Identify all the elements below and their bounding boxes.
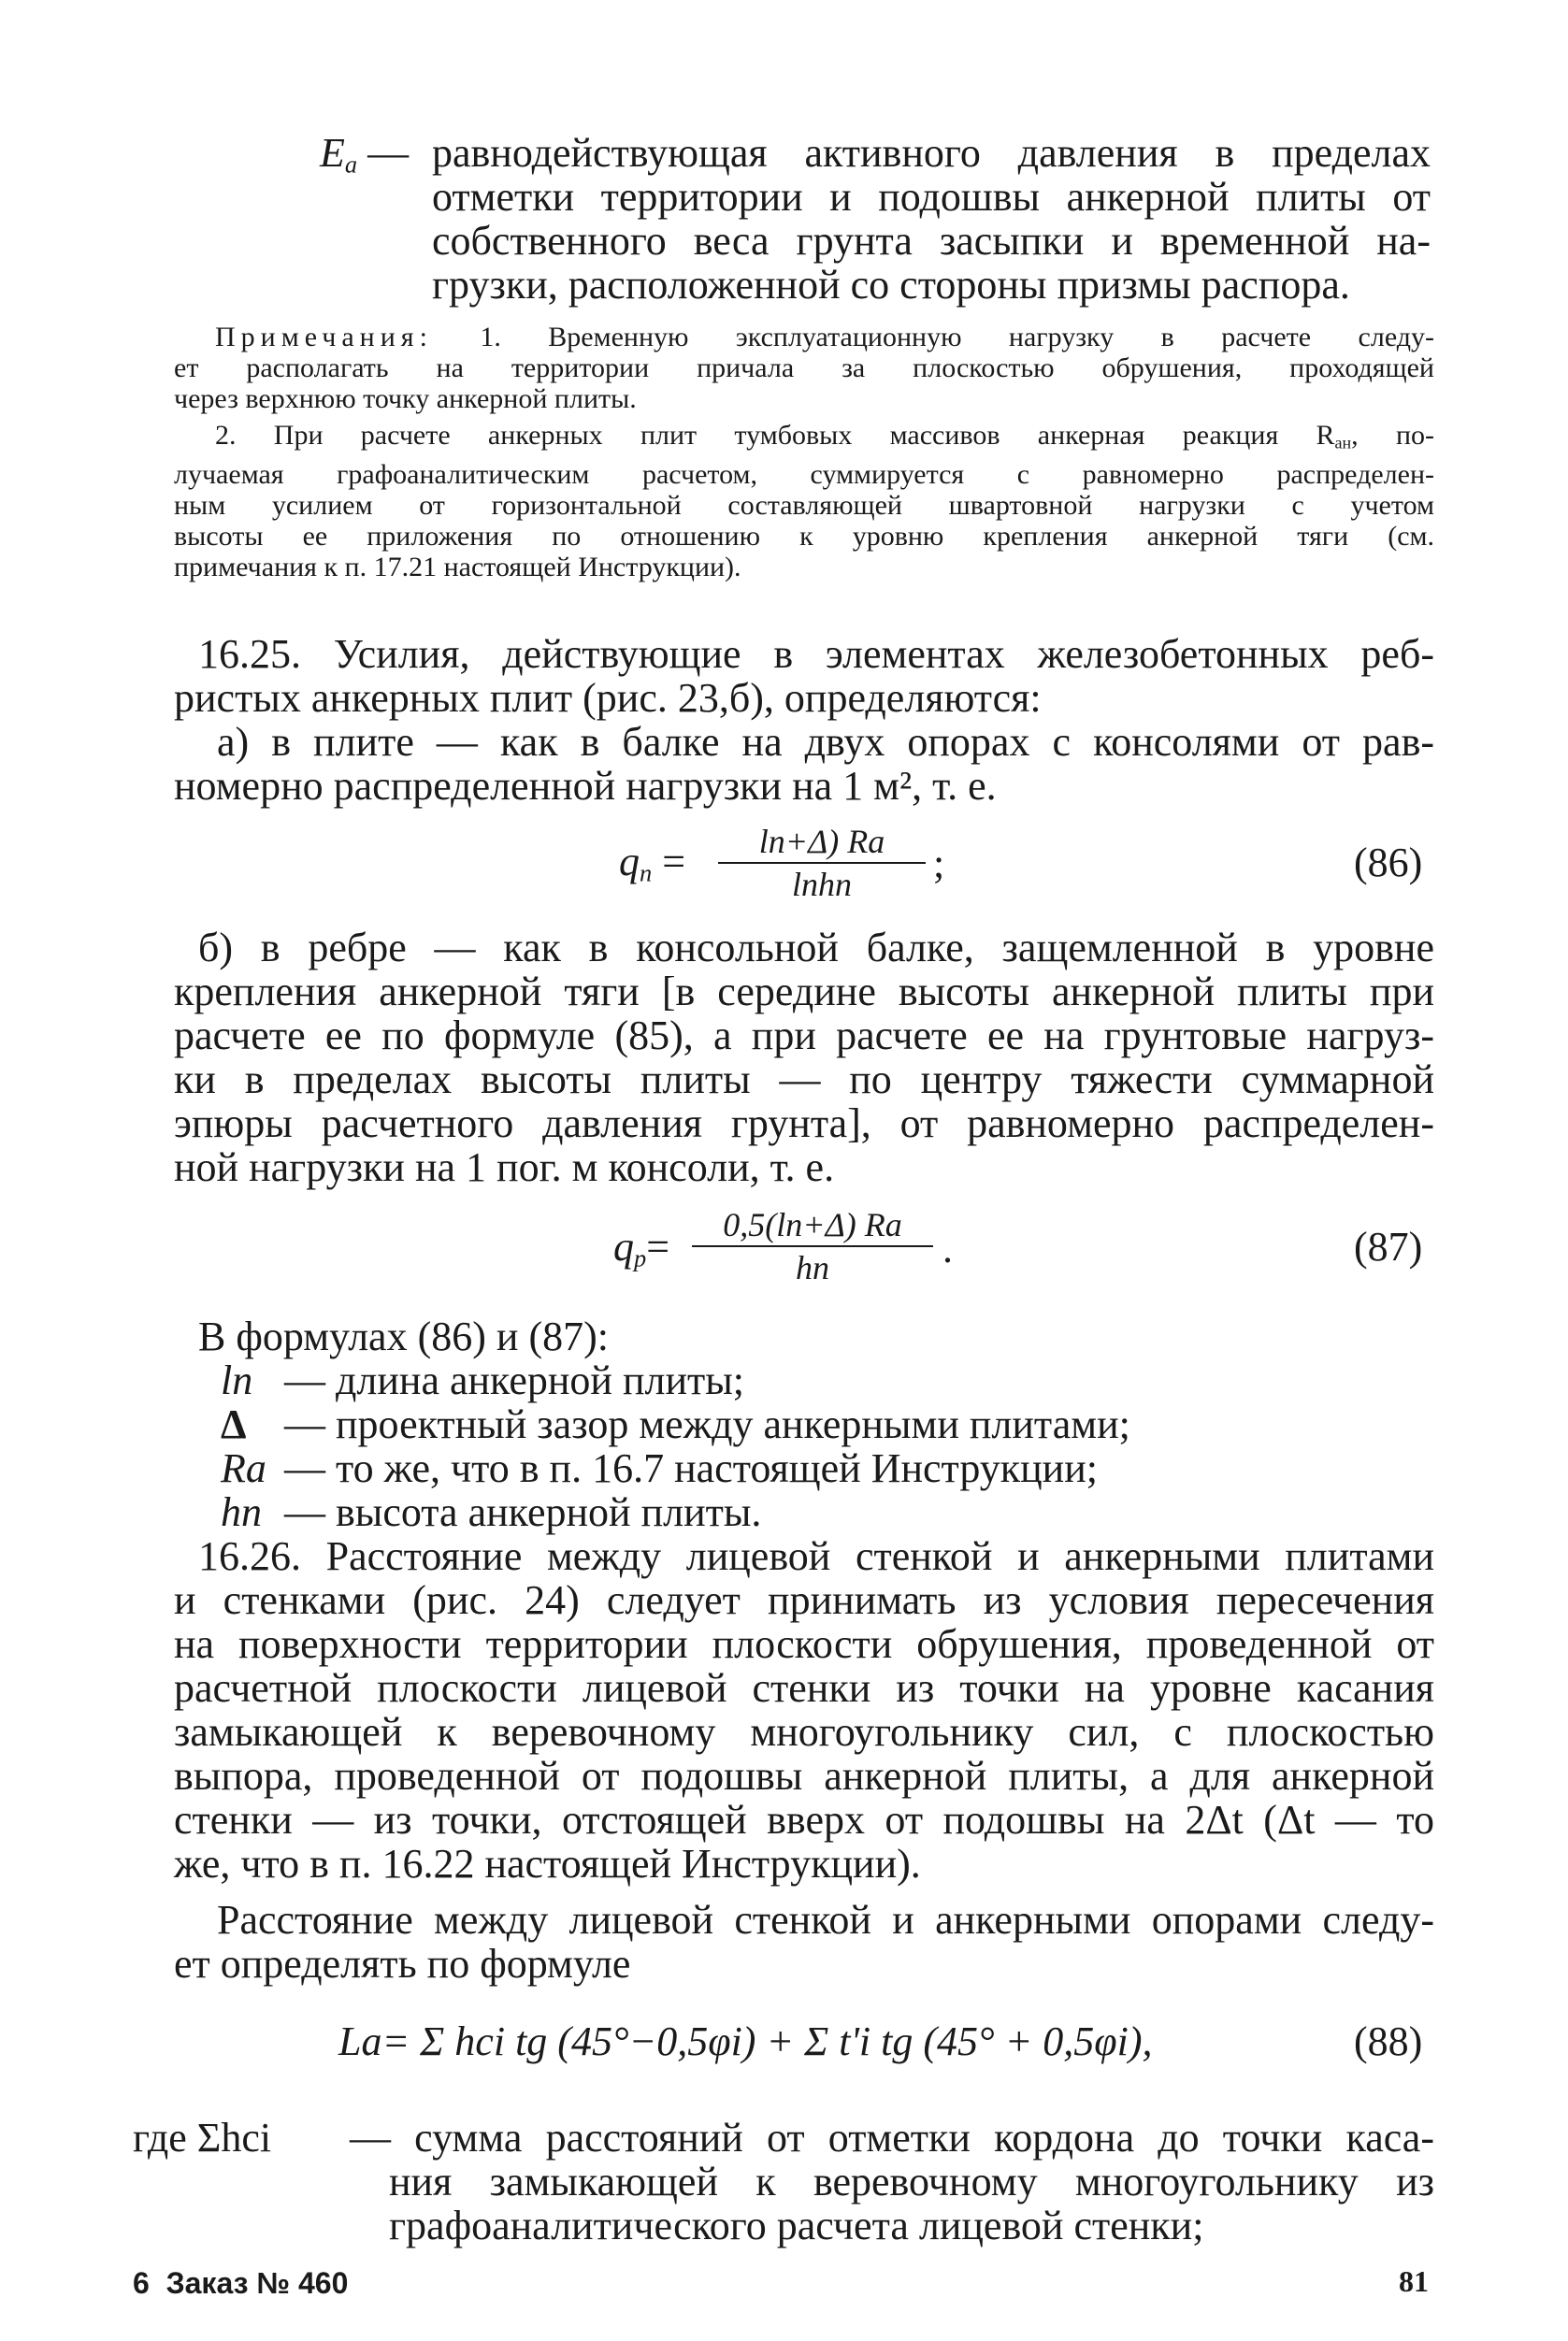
- var-desc-l: — длина анкерной плиты;: [284, 1357, 745, 1403]
- var-term-delta: Δ: [221, 1401, 247, 1447]
- ea-line-1: равнодействующая активного давления в пределах: [432, 130, 1431, 176]
- var-desc-delta: — проектный зазор между анкерными плитами;: [284, 1401, 1130, 1447]
- note2-line-4: высоты ее приложения по отношению к уровню крепления анкерной тяги (см.: [174, 520, 1434, 552]
- p1625-line-4: номерно распределенной нагрузки на 1 м², т. е.: [174, 763, 997, 809]
- ea-line-3: собственного веса грунта засыпки и временной на-: [432, 218, 1431, 264]
- var-term-r: Rа: [221, 1445, 266, 1491]
- note2-line-5: примечания к п. 17.21 настоящей Инструкции).: [174, 551, 741, 582]
- f86-numerator: lп+Δ) Rа: [718, 823, 926, 864]
- note1-line-3: через верхнюю точку анкерной плиты.: [174, 383, 637, 414]
- ea-definition: [432, 131, 1431, 307]
- note2-line-2: лучаемая графоаналитическим расчетом, суммируется с равномерно распределен-: [174, 458, 1434, 490]
- ea-line-2: отметки территории и подошвы анкерной плиты от: [432, 174, 1431, 220]
- var-desc-r: — то же, что в п. 16.7 настоящей Инструкции;: [284, 1445, 1098, 1491]
- p1625-line-3: а) в плите — как в балке на двух опорах с консолями от рав-: [217, 719, 1434, 765]
- paragraph-b: [174, 926, 1434, 1189]
- note2-tail: , по-: [1351, 420, 1435, 451]
- formula-87-fraction: [692, 1206, 933, 1286]
- var-term-l: lп: [221, 1357, 253, 1403]
- where-line-2: ния замыкающей к веревочному многоугольнику из: [389, 2159, 1434, 2205]
- f87-period: .: [942, 1226, 953, 1271]
- notes: [174, 322, 1434, 582]
- note1-line-1: [174, 322, 1434, 352]
- where-line-3: графоаналитического расчета лицевой стенки;: [389, 2203, 1204, 2248]
- p1626-line-6: выпора, проведенной от подошвы анкерной плиты, а для анкерной: [174, 1753, 1434, 1799]
- where-definition: [350, 2116, 1434, 2248]
- var-desc-h: — высота анкерной плиты.: [284, 1489, 762, 1535]
- ea-term-letter: E: [320, 130, 345, 176]
- vars-intro: В формулах (86) и (87):: [198, 1314, 609, 1359]
- ea-line-4: грузки, расположенной со стороны призмы распора.: [432, 262, 1350, 308]
- formula-87-lhs: [613, 1225, 669, 1281]
- paragraph-16-26: [174, 1533, 1434, 1887]
- p1626-line-4: расчетной плоскости лицевой стенки из точки на уровне касания: [174, 1665, 1434, 1711]
- p1625-line-2: ристых анкерных плит (рис. 23,б), определяются:: [174, 675, 1042, 721]
- paragraph-16-25: [174, 632, 1434, 808]
- p1626-line-3: на поверхности территории плоскости обрушения, проведенной от: [174, 1621, 1434, 1667]
- p1626-line-8: же, что в п. 16.22 настоящей Инструкции).: [174, 1841, 921, 1887]
- f87-denominator: hп: [796, 1249, 829, 1286]
- note2-line-1: [174, 420, 1434, 459]
- formula-88-number: (88): [1354, 2018, 1423, 2064]
- var-term-h: hп: [221, 1489, 262, 1535]
- where-term: где Σhci: [133, 2115, 272, 2161]
- paragraph-distance: [174, 1898, 1434, 1986]
- f87-q-sub: p: [634, 1243, 647, 1272]
- f86-semicolon: ;: [933, 840, 945, 886]
- where-line-1: — сумма расстояний от отметки кордона до точки каса-: [350, 2115, 1434, 2161]
- f86-denominator: lпhп: [791, 866, 852, 903]
- p1625-line-1: 16.25. Усилия, действующие в элементах железобетонных реб-: [198, 631, 1434, 677]
- formula-86-number: (86): [1354, 840, 1423, 885]
- ea-term: [320, 131, 409, 187]
- footer-order: 6 Заказ № 460: [133, 2266, 349, 2300]
- p1626-line-7: стенки — из точки, отстоящей вверх от подошвы на 2Δt (Δt — то: [174, 1797, 1434, 1843]
- pb-line-1: б) в ребре — как в консольной балке, защемленной в уровне: [198, 925, 1434, 970]
- pb-line-3: расчете ее по формуле (85), а при расчете ее на грунтовые нагруз-: [174, 1013, 1434, 1058]
- formula-88: Lа= Σ hci tg (45°−0,5φi) + Σ t'i tg (45° + 0,5φi),: [338, 2018, 1153, 2064]
- note2-text-1: 2. При расчете анкерных плит тумбовых массивов анкерная реакция R: [215, 420, 1335, 451]
- formula-86-fraction: [718, 823, 926, 903]
- ea-term-sub: а: [344, 150, 358, 179]
- page-number: 81: [1399, 2264, 1429, 2298]
- notes-heading: Примечания:: [215, 322, 433, 352]
- pdist-line-2: ет определять по формуле: [174, 1941, 631, 1987]
- ea-term-dash: —: [357, 130, 410, 176]
- f87-q: q: [613, 1224, 634, 1270]
- formula-87-number: (87): [1354, 1224, 1423, 1270]
- note2-line-3: ным усилием от горизонтальной составляющей швартовной нагрузки с учетом: [174, 489, 1434, 521]
- pb-line-4: ки в пределах высоты плиты — по центру тяжести суммарной: [174, 1056, 1434, 1102]
- note1-text-1: 1. Временную эксплуатационную нагрузку в расчете следу-: [480, 322, 1434, 352]
- f87-eq: =: [646, 1224, 670, 1270]
- f86-eq: =: [662, 839, 686, 884]
- pb-line-6: ной нагрузки на 1 пог. м консоли, т. е.: [174, 1144, 835, 1190]
- p1626-line-2: и стенками (рис. 24) следует принимать из условия пересечения: [174, 1577, 1434, 1623]
- f86-q-sub: п: [640, 858, 653, 887]
- note1-line-2: ет располагать на территории причала за плоскостью обрушения, проходящей: [174, 352, 1434, 383]
- pb-line-5: эпюры расчетного давления грунта], от равномерно распределен-: [174, 1100, 1434, 1146]
- formula-86-lhs: [619, 840, 685, 896]
- p1626-line-5: замыкающей к веревочному многоугольнику сил, с плоскостью: [174, 1709, 1434, 1755]
- f87-numerator: 0,5(lп+Δ) Rа: [692, 1206, 933, 1247]
- pdist-line-1: Расстояние между лицевой стенкой и анкерными опорами следу-: [217, 1897, 1434, 1943]
- pb-line-2: крепления анкерной тяги [в середине высоты анкерной плиты при: [174, 969, 1434, 1014]
- note2-sub: ан: [1334, 433, 1352, 452]
- p1626-line-1: 16.26. Расстояние между лицевой стенкой и анкерными плитами: [198, 1533, 1434, 1579]
- f86-q: q: [619, 839, 640, 884]
